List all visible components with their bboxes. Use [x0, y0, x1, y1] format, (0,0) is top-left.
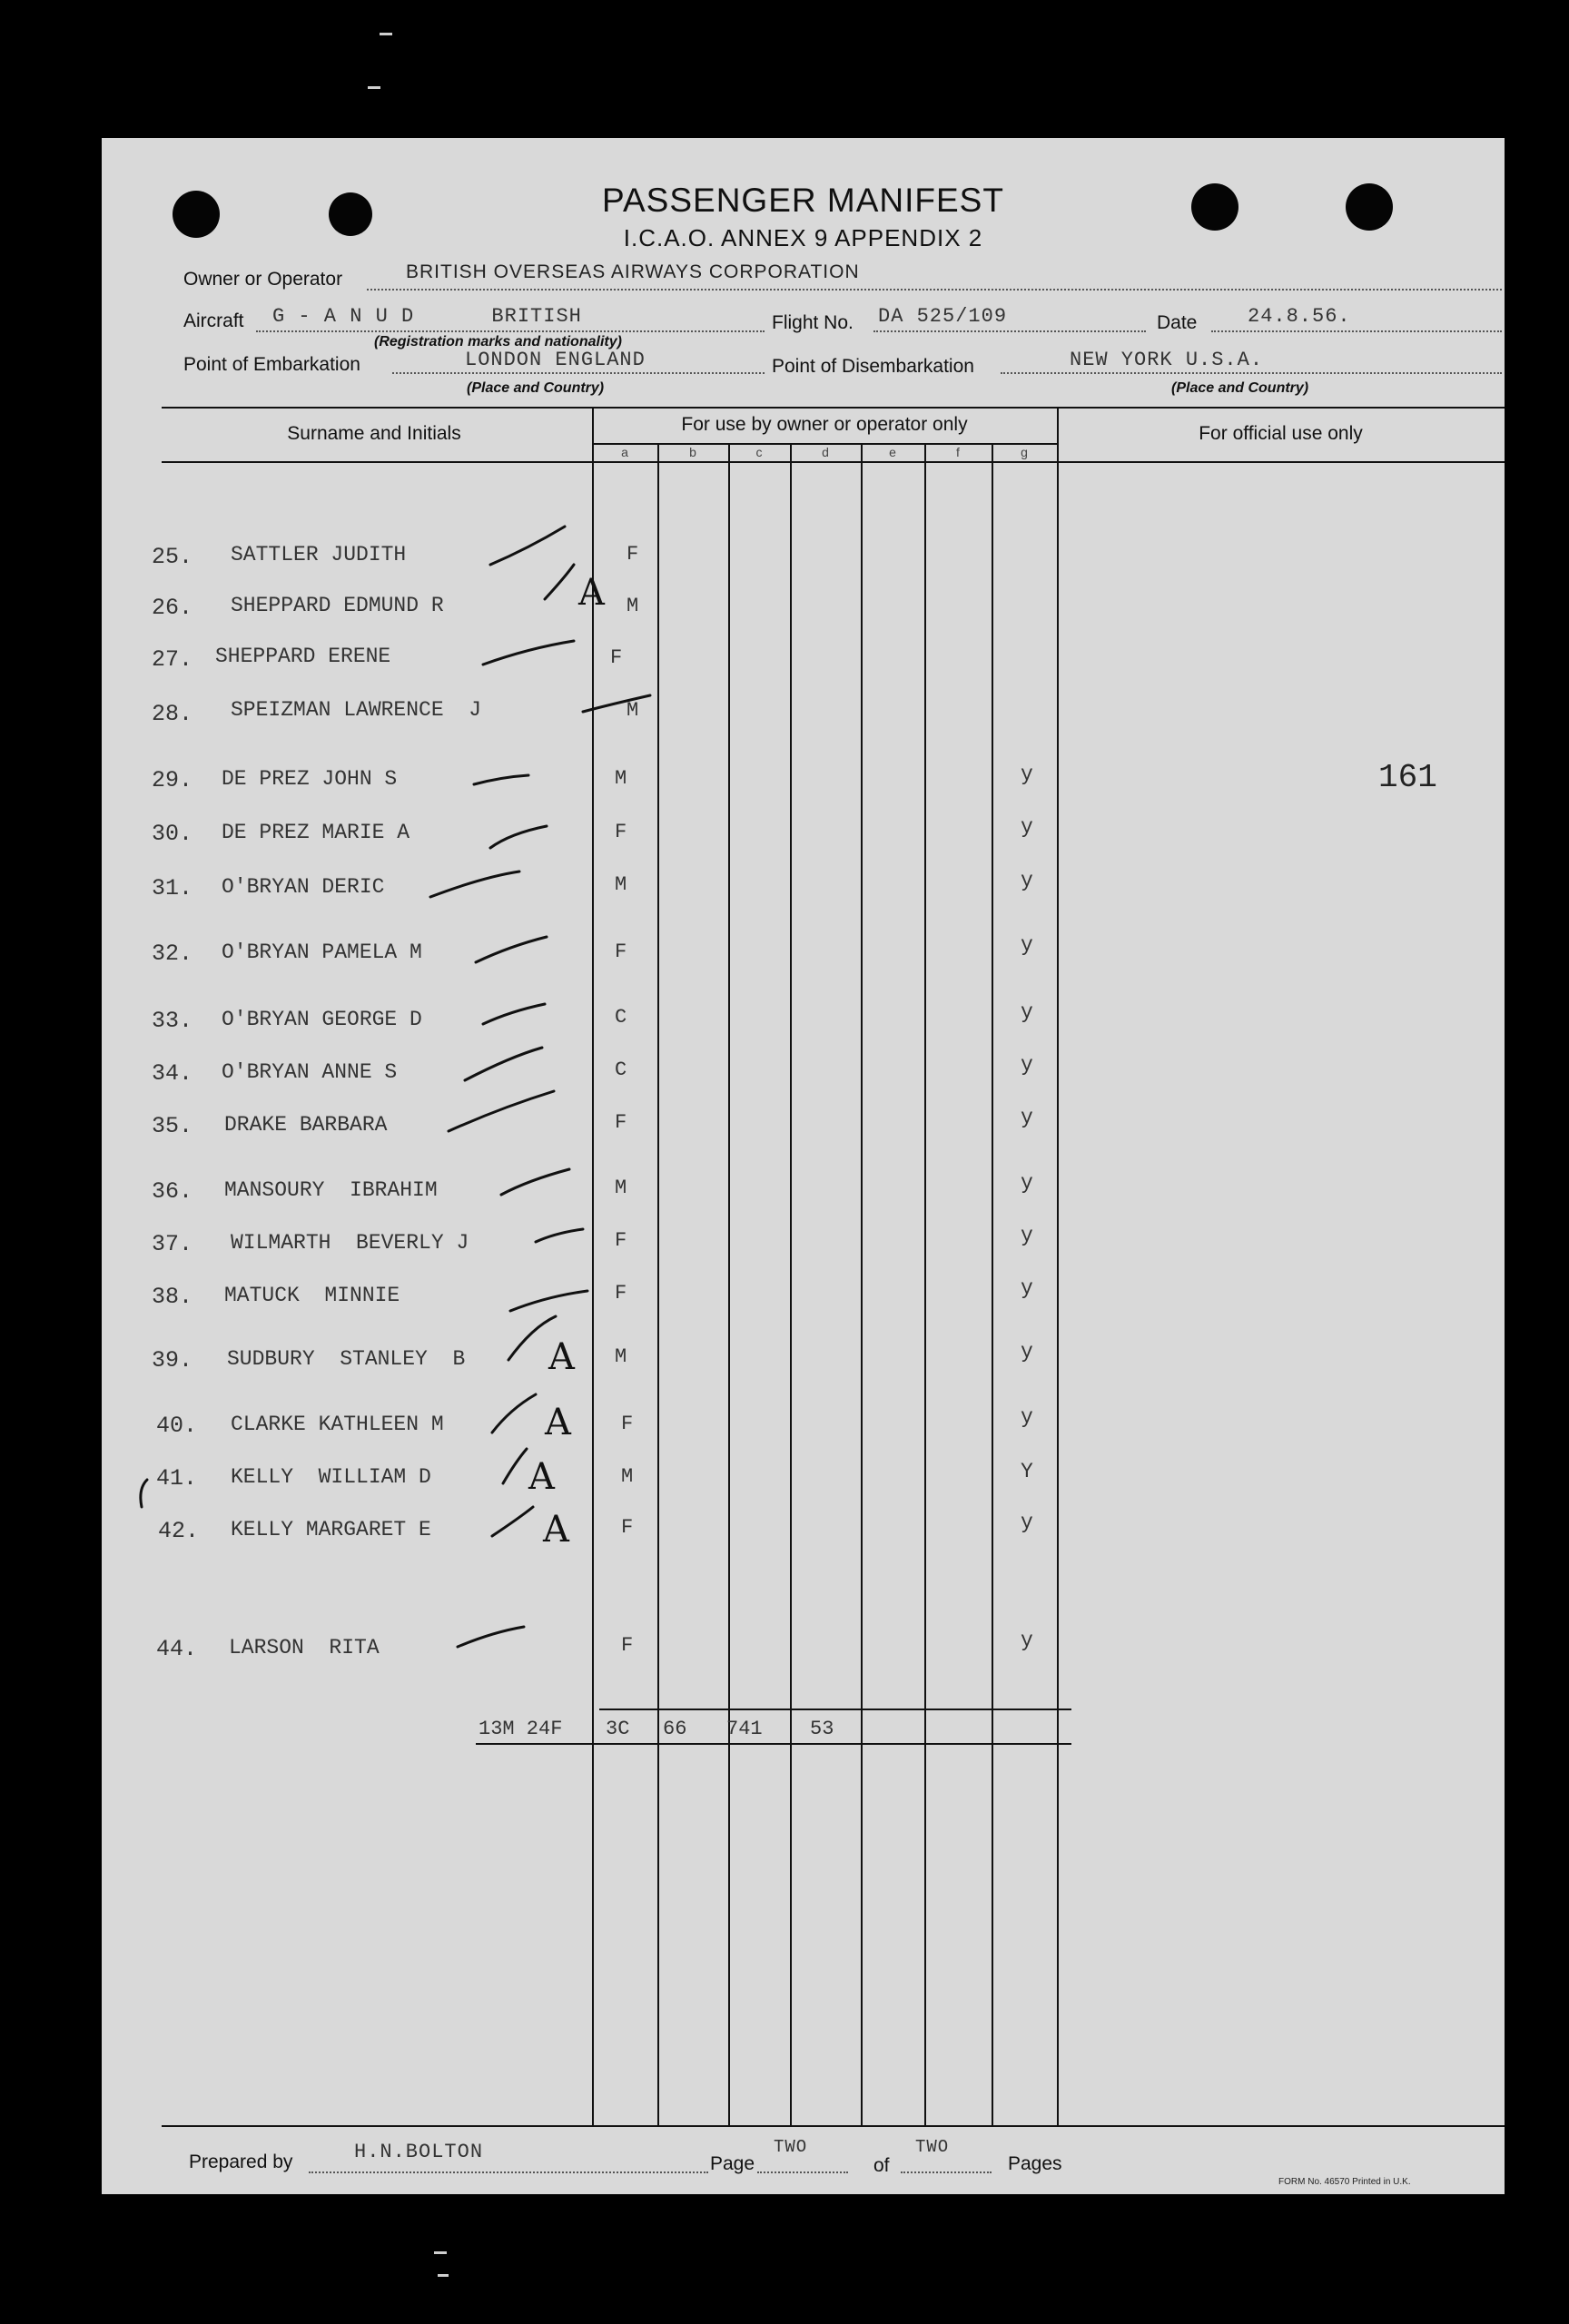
sex-code: F [610, 646, 623, 669]
column-letter-d: d [822, 445, 829, 459]
row-number: 25. [152, 544, 193, 570]
passenger-name: KELLY MARGARET E [231, 1518, 431, 1541]
passenger-name: MATUCK MINNIE [224, 1284, 400, 1307]
row-number: 33. [152, 1008, 193, 1034]
column-letter-g: g [1021, 445, 1028, 459]
tick-mark [483, 1004, 545, 1024]
registration-note: (Registration marks and nationality) [374, 334, 622, 350]
passenger-name: O'BRYAN GEORGE D [222, 1008, 422, 1031]
embark-value: LONDON ENGLAND [465, 349, 646, 371]
official-use-header: For official use only [1199, 423, 1363, 444]
total-column-a: 3C [606, 1718, 630, 1740]
sex-code: F [627, 543, 639, 566]
row-number: 40. [156, 1413, 198, 1439]
flight-label: Flight No. [772, 312, 854, 333]
tick-mark [476, 937, 547, 962]
row-number: 37. [152, 1231, 193, 1257]
handwritten-a: A [543, 1509, 569, 1551]
of-value: TWO [915, 2137, 950, 2157]
passenger-name: WILMARTH BEVERLY J [231, 1231, 469, 1255]
tick-mark [492, 1507, 533, 1536]
tick-mark [503, 1449, 527, 1483]
column-g-mark: y [1021, 1000, 1033, 1024]
passenger-name: O'BRYAN DERIC [222, 875, 385, 899]
row-number: 29. [152, 767, 193, 793]
handwritten-a: A [545, 1402, 571, 1443]
passenger-name: SPEIZMAN LAWRENCE J [231, 698, 482, 722]
handwritten-a: A [578, 572, 605, 614]
passenger-name: DRAKE BARBARA [224, 1113, 388, 1137]
passenger-name: SATTLER JUDITH [231, 543, 407, 566]
row-number: 44. [156, 1636, 198, 1662]
row-number: 42. [158, 1518, 200, 1544]
sex-code: F [615, 1229, 627, 1252]
tick-mark [492, 1394, 536, 1433]
sex-code: M [615, 767, 627, 790]
column-g-mark: y [1021, 815, 1033, 839]
sex-code: M [627, 699, 639, 722]
tick-mark [545, 565, 574, 599]
sex-code: M [615, 1177, 627, 1199]
column-g-mark: y [1021, 1511, 1033, 1534]
column-g-mark: y [1021, 1276, 1033, 1300]
tick-mark [490, 826, 547, 848]
tick-mark [458, 1627, 524, 1647]
disembark-value: NEW YORK U.S.A. [1070, 349, 1264, 371]
sex-code: F [621, 1413, 634, 1435]
row-number: 34. [152, 1060, 193, 1087]
date-value: 24.8.56. [1248, 305, 1351, 328]
total-column-c: 741 [726, 1718, 763, 1740]
passenger-name: SHEPPARD ERENE [215, 645, 391, 668]
sex-code: F [615, 1282, 627, 1305]
column-g-mark: y [1021, 933, 1033, 957]
passenger-name: O'BRYAN PAMELA M [222, 940, 422, 964]
sex-code: M [615, 1345, 627, 1368]
column-letter-f: f [956, 445, 960, 459]
row-number: 36. [152, 1178, 193, 1205]
handwritten-a: A [548, 1336, 575, 1378]
flight-value: DA 525/109 [878, 305, 1008, 328]
scan-speck [438, 2274, 449, 2277]
tick-mark [536, 1229, 583, 1242]
tick-mark [430, 872, 519, 897]
column-g-mark: y [1021, 1224, 1033, 1247]
embark-note: (Place and Country) [467, 380, 605, 396]
column-letter-c: c [755, 445, 763, 459]
sex-code: M [627, 595, 639, 617]
passenger-name: SUDBURY STANLEY B [227, 1347, 466, 1371]
row-number: 32. [152, 940, 193, 967]
sex-code: F [615, 1111, 627, 1134]
sex-code: M [615, 873, 627, 896]
disembark-label: Point of Disembarkation [772, 356, 974, 377]
passenger-name: LARSON RITA [229, 1636, 380, 1659]
page-value: TWO [774, 2137, 808, 2157]
tick-mark [449, 1091, 554, 1131]
of-label: of [873, 2155, 890, 2176]
tick-mark [465, 1048, 542, 1080]
row-number: 28. [152, 701, 193, 727]
column-g-mark: y [1021, 1340, 1033, 1364]
scan-speck [434, 2251, 447, 2254]
row-number: 41. [156, 1465, 198, 1492]
sex-code: C [615, 1059, 627, 1081]
form-number: FORM No. 46570 Printed in U.K. [1278, 2177, 1411, 2187]
prepared-by-dotted-line [309, 2171, 708, 2173]
official-number: 161 [1378, 759, 1437, 796]
pages-label: Pages [1008, 2153, 1062, 2174]
owner-value: BRITISH OVERSEAS AIRWAYS CORPORATION [406, 261, 860, 282]
page-dotted-line [757, 2171, 848, 2173]
column-g-mark: y [1021, 763, 1033, 786]
embark-label: Point of Embarkation [183, 354, 360, 375]
passenger-name: KELLY WILLIAM D [231, 1465, 431, 1489]
tick-mark [483, 641, 574, 665]
prepared-by-label: Prepared by [189, 2152, 293, 2172]
row-number: 30. [152, 821, 193, 847]
tick-mark [510, 1291, 587, 1311]
totals-upper-rule [599, 1709, 1071, 1710]
passenger-name: O'BRYAN ANNE S [222, 1060, 398, 1084]
column-g-mark: y [1021, 1053, 1033, 1077]
aircraft-label: Aircraft [183, 310, 244, 331]
row-number: 27. [152, 646, 193, 673]
owner-use-header: For use by owner or operator only [681, 414, 968, 435]
disembark-note: (Place and Country) [1171, 380, 1309, 396]
column-g-mark: y [1021, 869, 1033, 892]
form-subtitle: I.C.A.O. ANNEX 9 APPENDIX 2 [623, 224, 983, 251]
scan-speck [368, 86, 380, 89]
pen-tick-marks [102, 138, 1505, 2194]
tick-mark [141, 1480, 147, 1507]
handwritten-a: A [528, 1456, 555, 1498]
tick-mark [490, 527, 565, 565]
tick-mark [501, 1169, 569, 1195]
sex-code: F [615, 940, 627, 963]
column-g-mark: y [1021, 1629, 1033, 1652]
totals-lower-rule [476, 1743, 1071, 1745]
passenger-name: DE PREZ JOHN S [222, 767, 398, 791]
page-label: Page [710, 2153, 755, 2174]
aircraft-value: G - A N U D BRITISH [272, 305, 582, 328]
column-letter-e: e [889, 445, 896, 459]
surname-column-header: Surname and Initials [287, 423, 461, 444]
tick-mark [583, 695, 650, 712]
scan-speck [380, 33, 392, 35]
row-number: 31. [152, 875, 193, 901]
tick-mark [474, 775, 528, 784]
row-number: 38. [152, 1284, 193, 1310]
of-dotted-line [901, 2171, 992, 2173]
row-number: 35. [152, 1113, 193, 1139]
manifest-sheet [102, 138, 1505, 2194]
passenger-name: SHEPPARD EDMUND R [231, 594, 444, 617]
tick-mark [508, 1316, 556, 1360]
sex-code: M [621, 1465, 634, 1488]
prepared-by-value: H.N.BOLTON [354, 2141, 484, 2163]
column-letter-b: b [689, 445, 696, 459]
row-number: 26. [152, 595, 193, 621]
passenger-name: DE PREZ MARIE A [222, 821, 410, 844]
sex-code: C [615, 1006, 627, 1029]
total-column-b: 66 [663, 1718, 687, 1740]
column-g-mark: Y [1021, 1460, 1033, 1483]
column-letter-a: a [621, 445, 628, 459]
passenger-name: CLARKE KATHLEEN M [231, 1413, 444, 1436]
form-title: PASSENGER MANIFEST [602, 182, 1004, 219]
sex-code: F [621, 1516, 634, 1539]
passenger-name: MANSOURY IBRAHIM [224, 1178, 438, 1202]
owner-label: Owner or Operator [183, 269, 343, 290]
column-g-mark: y [1021, 1171, 1033, 1195]
totals-label: 13M 24F [479, 1718, 563, 1740]
date-label: Date [1157, 312, 1198, 333]
sex-code: F [621, 1634, 634, 1657]
total-column-d: 53 [810, 1718, 834, 1740]
sex-code: F [615, 821, 627, 843]
column-g-mark: y [1021, 1405, 1033, 1429]
row-number: 39. [152, 1347, 193, 1374]
column-g-mark: y [1021, 1106, 1033, 1129]
